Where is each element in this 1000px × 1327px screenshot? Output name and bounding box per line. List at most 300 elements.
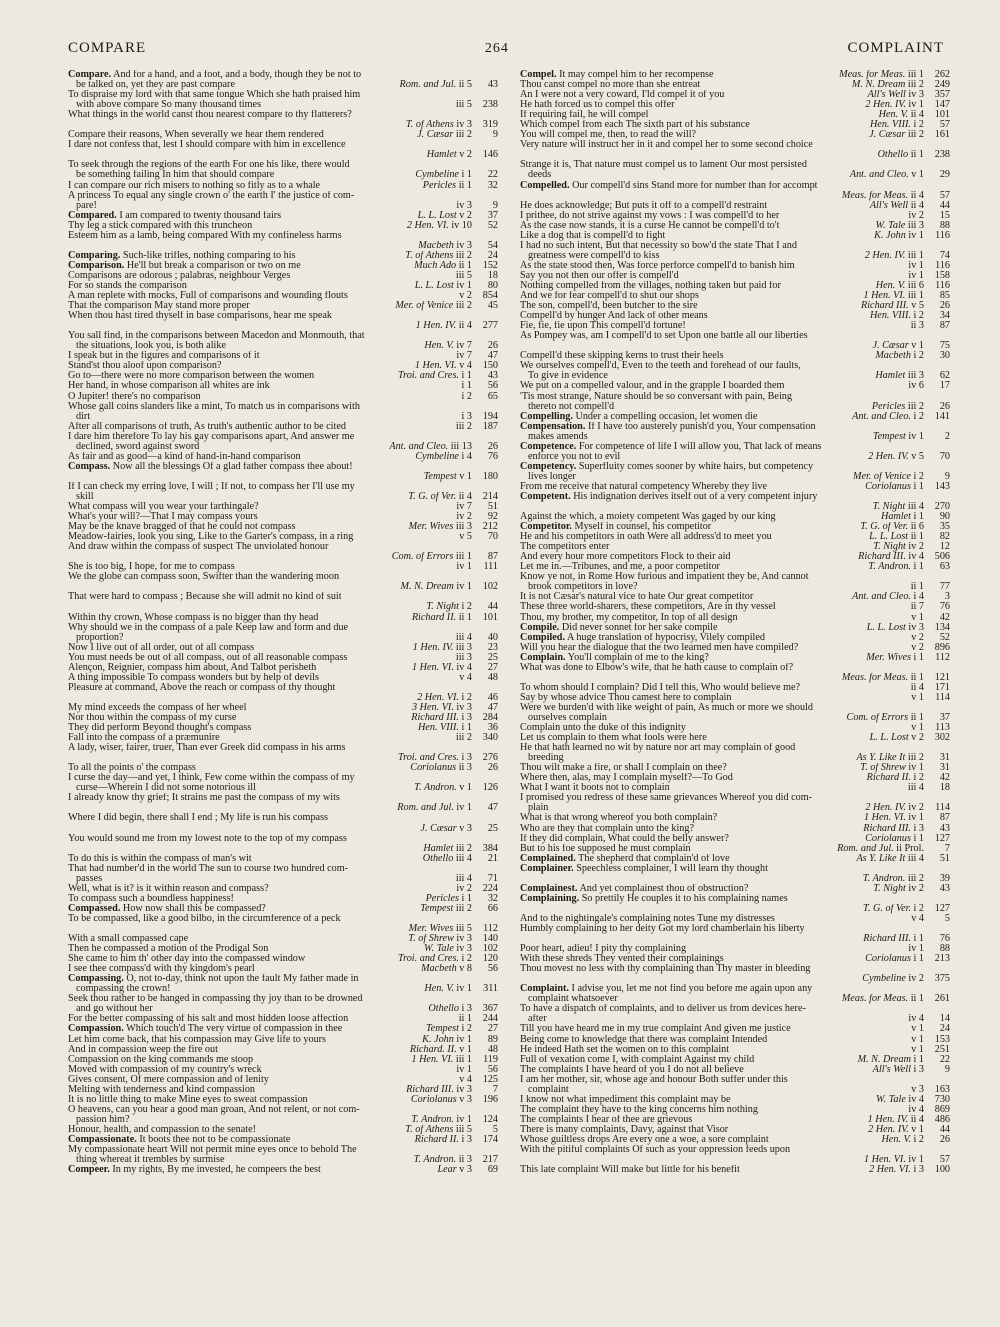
citation [411, 281, 498, 291]
line-number: 57 [939, 120, 950, 131]
act-scene: iii 2 [455, 733, 472, 744]
play-reference: 2 Hen. IV. [865, 803, 906, 814]
citation [422, 602, 498, 612]
quotation: Seek thou rather to be hanged in compassing thy joy than to be drowned [68, 994, 363, 1005]
quotation: Which touch'd The very virtue of compassion in thee [126, 1024, 343, 1035]
play-reference: T. Andron. [862, 873, 906, 884]
entry-line [520, 613, 950, 623]
line-number: 26 [487, 441, 498, 452]
citation [907, 321, 950, 331]
quotation: For so stands the comparison [68, 280, 187, 291]
citation [407, 713, 498, 723]
citation [405, 924, 498, 934]
line-number: 7 [944, 843, 950, 854]
act-scene: iii 2 [907, 401, 924, 412]
quotation: We ourselves compell'd, Even to the teeth and forehead of our faults, [520, 361, 801, 372]
entry-line [520, 271, 950, 281]
line-number: 224 [482, 883, 498, 894]
entry-line [520, 643, 950, 653]
entry-line [68, 1145, 498, 1155]
quotation: makes amends [528, 431, 588, 442]
citation [848, 412, 950, 422]
quotation: O heavens, can you hear a good man groan, And not relent, or not com- [68, 1104, 360, 1115]
play-reference: T. Night [872, 502, 906, 513]
play-reference: K. John [874, 230, 906, 241]
citation [857, 301, 950, 311]
act-scene: ii 1 [910, 994, 924, 1005]
play-reference: L. L. Lost [866, 622, 906, 633]
entry-line [520, 884, 950, 894]
quotation: What things in the world canst thou nearest compare to thy flatterers? [68, 110, 352, 121]
quotation: declined, sword against sword [76, 441, 200, 452]
quotation: deeds [528, 170, 552, 181]
citation [904, 271, 950, 281]
entry-line [520, 914, 950, 924]
headword: Compeer. [68, 1165, 110, 1176]
entry-line [68, 623, 498, 633]
columns [68, 70, 950, 1320]
left-column [68, 70, 498, 1320]
entry-line [68, 663, 498, 673]
play-reference: Meas. for Meas. [841, 994, 909, 1005]
entry-line [520, 562, 950, 572]
line-number: 127 [934, 903, 950, 914]
act-scene: iv 1 [456, 562, 472, 573]
entry-line [68, 191, 498, 201]
quotation: and go without her [76, 1004, 153, 1015]
play-reference: Lear [437, 1165, 457, 1176]
line-number: 42 [939, 612, 950, 623]
act-scene: iii 4 [907, 502, 924, 513]
citation [418, 1035, 498, 1045]
line-number: 56 [487, 964, 498, 975]
line-number: 48 [487, 1044, 498, 1055]
entry-line [68, 1135, 498, 1145]
quotation: Will you hear the dialogue that the two learned men have compiled? [520, 642, 799, 653]
act-scene: ii 1 [910, 672, 924, 683]
entry-line [68, 482, 498, 492]
line-number: 9 [492, 200, 498, 211]
play-reference: T. G. of Ver. [863, 903, 911, 914]
citation [838, 994, 950, 1004]
act-scene: i 2 [913, 1134, 924, 1145]
quotation: A princess To equal any single crown o' the earth I' the justice of com- [68, 190, 355, 201]
quotation: Nor thou within the compass of my curse [68, 713, 237, 723]
play-reference: Hen. V. [424, 984, 454, 995]
play-reference: Mer. Wives [866, 652, 911, 663]
quotation: To give in evidence [528, 371, 608, 382]
act-scene: v 1 [911, 692, 924, 703]
quotation: To compass such a boundless happiness! [68, 893, 234, 904]
line-number: 43 [487, 80, 498, 91]
entry-line [68, 542, 498, 552]
entry-line [68, 1115, 498, 1125]
quotation: I am her mother, sir, whose age and honour Both suffer under this [520, 1074, 788, 1085]
line-number: 143 [934, 481, 950, 492]
entry-line [520, 1075, 950, 1085]
citation [859, 904, 950, 914]
quotation: It may compel him to her recompense [559, 70, 714, 80]
quotation: Know ye not, in Rome How furious and impatient they be, And cannot [520, 572, 809, 583]
line-number: 74 [939, 250, 950, 261]
play-reference: T. Andron. [868, 562, 911, 573]
quotation: I prithee, do not strive against my vows : I was compell'd to her [520, 210, 780, 221]
citation [452, 874, 498, 884]
entry-line [68, 532, 498, 542]
line-number: 244 [482, 1014, 498, 1025]
quotation: Thy leg a stick compared with this truncheon [68, 220, 253, 231]
entry-line [520, 854, 950, 864]
entry-line [68, 341, 498, 351]
citation [860, 1155, 950, 1165]
quotation: I dare not confess that, lest I should compare with him in excellence [68, 140, 346, 151]
entry-line [68, 331, 498, 341]
citation [852, 854, 950, 864]
line-number: 147 [934, 100, 950, 111]
citation [904, 1014, 950, 1024]
act-scene: iii 2 [455, 130, 472, 141]
citation [458, 392, 498, 402]
line-number: 126 [482, 783, 498, 794]
entry-line [68, 613, 498, 623]
citation [405, 522, 498, 532]
quotation: To have a dispatch of complaints, and to deliver us from devices here- [520, 1004, 806, 1015]
entry-line [68, 783, 498, 793]
citation [907, 582, 950, 592]
play-reference: Richard II. [411, 612, 457, 623]
citation [452, 562, 498, 572]
line-number: 319 [482, 120, 498, 131]
line-number: 384 [482, 843, 498, 854]
line-number: 102 [482, 944, 498, 955]
quotation: What compass will you wear your farthingale? [68, 502, 259, 513]
citation [869, 1065, 950, 1075]
line-number: 251 [934, 1044, 950, 1055]
entry-line [68, 844, 498, 854]
headword: Compile. [520, 622, 560, 633]
play-reference: Othello [422, 853, 454, 864]
line-number: 57 [939, 1155, 950, 1166]
line-number: 65 [487, 391, 498, 402]
quotation: A thing impossible To compass wonders but by help of devils [68, 672, 319, 683]
quotation: Compell'd by hunger And lack of other means [520, 311, 708, 322]
act-scene: v 1 [459, 1044, 472, 1055]
citation [452, 201, 498, 211]
play-reference: Rom. and Jul. [837, 843, 894, 854]
quotation: From me receive that natural competency Whereby they live [520, 481, 768, 492]
line-number: 152 [482, 260, 498, 271]
quotation: And we for fear compell'd to shut our shops [520, 291, 699, 302]
act-scene: i 1 [913, 934, 924, 945]
entry-line [520, 834, 950, 844]
act-scene: iii 13 [450, 441, 472, 452]
play-reference: Cymbeline [415, 451, 459, 462]
entry-line [68, 80, 498, 90]
line-number: 70 [487, 532, 498, 543]
act-scene: iii 2 [455, 301, 472, 312]
citation [458, 381, 498, 391]
quotation: Superfluity comes sooner by white hairs, but competency [578, 461, 814, 472]
citation [402, 120, 498, 130]
citation [843, 713, 950, 723]
act-scene: iv 3 [908, 622, 924, 633]
entry-line [68, 1065, 498, 1075]
quotation: Well, what is it? is it within reason and compass? [68, 883, 269, 894]
act-scene: i 1 [913, 481, 924, 492]
headword: Competency. [520, 461, 577, 472]
entry-line [68, 693, 498, 703]
act-scene: iv 2 [908, 210, 924, 221]
entry-line [520, 633, 950, 643]
entry-line [520, 381, 950, 391]
quotation: To seek through the regions of the earth For one his like, there would [68, 160, 350, 171]
quotation: I dare him therefore To lay his gay comparisons apart, And answer me [68, 431, 355, 442]
play-reference: L. L. Lost [417, 210, 457, 221]
entry-line [68, 733, 498, 743]
quotation: Let him come back, that his compassion may Give life to yours [68, 1034, 327, 1045]
line-number: 52 [487, 220, 498, 231]
line-number: 101 [482, 612, 498, 623]
quotation: And every hour more competitors Flock to their aid [520, 552, 731, 563]
act-scene: iv 3 [456, 120, 472, 131]
play-reference: As Y. Like It [856, 853, 906, 864]
act-scene: iii 3 [907, 220, 924, 231]
entry-line [520, 673, 950, 683]
line-number: 26 [487, 341, 498, 352]
act-scene: ii 4 [910, 190, 924, 201]
citation [861, 251, 950, 261]
line-number: 66 [487, 903, 498, 914]
citation [401, 1125, 498, 1135]
citation [869, 542, 950, 552]
entry-line [520, 582, 950, 592]
play-reference: Othello [877, 150, 909, 161]
play-reference: Macbeth [421, 964, 457, 975]
act-scene: v 5 [911, 451, 924, 462]
act-scene: iii 5 [455, 1124, 472, 1135]
quotation: I advise you, let me not find you before me again upon any [571, 984, 813, 995]
citation [864, 562, 950, 572]
act-scene: v 1 [459, 471, 472, 482]
act-scene: ii 1 [458, 180, 472, 191]
citation [907, 1045, 950, 1055]
citation [861, 834, 950, 844]
citation [863, 773, 950, 783]
line-number: 70 [939, 451, 950, 462]
line-number: 76 [939, 934, 950, 945]
quotation: For the better compassing of his salt and most hidden loose affection [68, 1014, 349, 1025]
act-scene: ii 3 [910, 321, 924, 332]
entry-line [68, 261, 498, 271]
entry-line [68, 713, 498, 723]
line-number: 80 [487, 280, 498, 291]
quotation: The complaint they have to the king concerns him nothing [520, 1104, 758, 1115]
entry-line [520, 1095, 950, 1105]
line-number: 25 [487, 652, 498, 663]
citation [401, 251, 498, 261]
entry-line [68, 643, 498, 653]
act-scene: v 1 [911, 341, 924, 352]
quotation: brook competitors in love? [528, 582, 638, 593]
quotation: Pleasure at command, Above the reach or compass of thy thought [68, 682, 336, 693]
quotation: To all the points o' the compass [68, 763, 196, 774]
entry-line [68, 452, 498, 462]
play-reference: 2 Hen. VI. [869, 1165, 911, 1176]
quotation: Very nature will instruct her in it and compel her to some second choice [520, 140, 813, 151]
headword: Compared. [68, 210, 117, 221]
line-number: 57 [939, 190, 950, 201]
entry-line [68, 371, 498, 381]
quotation: Our compell'd sins Stand more for number than for accompt [572, 180, 818, 191]
entry-line [520, 1014, 950, 1024]
act-scene: iv 1 [908, 763, 924, 774]
quotation: Being come to knowledge that there was complaint Intended [520, 1034, 768, 1045]
citation [846, 170, 950, 180]
quotation: with above compare So many thousand times [76, 100, 262, 111]
act-scene: ii 1 [910, 150, 924, 161]
quotation: You would sound me from my lowest note to the top of my compass [68, 833, 347, 844]
entry-line [520, 301, 950, 311]
quotation: Stand'st thou aloof upon comparison? [68, 361, 222, 372]
entry-line [68, 703, 498, 713]
line-number: 114 [935, 803, 950, 814]
entry-line [520, 552, 950, 562]
act-scene: ii 1 [458, 612, 472, 623]
right-column [520, 70, 950, 1320]
citation [414, 241, 498, 251]
headword: Compare. [68, 70, 112, 80]
act-scene: iv 1 [456, 280, 472, 291]
entry-line [68, 181, 498, 191]
quotation: breeding [528, 753, 564, 764]
entry-line [520, 150, 950, 160]
quotation: Thou, my brother, my competitor, In top of all design [520, 612, 738, 623]
quotation: Humbly complaining to her deity Got my lord chamberlain his liberty [520, 923, 805, 934]
entry-line [520, 492, 950, 502]
citation [410, 261, 498, 271]
citation [416, 904, 498, 914]
quotation: Say by whose advice Thou camest here to complain [520, 692, 732, 703]
line-number: 87 [939, 321, 950, 332]
play-reference: Troi. and Cres. [398, 371, 459, 382]
headword: Compassionate. [68, 1134, 137, 1145]
entry-line [520, 160, 950, 170]
quotation: And for a hand, and a foot, and a body, though they be not to [113, 70, 362, 80]
act-scene: i 3 [461, 753, 472, 764]
citation [861, 482, 950, 492]
citation [452, 633, 498, 643]
entry-line [68, 311, 498, 321]
act-scene: iv 7 [456, 341, 472, 352]
citation [869, 432, 950, 442]
play-reference: Hamlet [423, 843, 454, 854]
line-number: 112 [483, 923, 498, 934]
citation [404, 492, 498, 502]
citation [907, 914, 950, 924]
entry-line [520, 1024, 950, 1034]
line-number: 62 [939, 371, 950, 382]
act-scene: ii 4 [458, 491, 472, 502]
entry-line [520, 954, 950, 964]
entry-line [68, 170, 498, 180]
citation [871, 371, 950, 381]
quotation: Complain unto the duke of this indignity [520, 723, 686, 734]
entry-line [68, 984, 498, 994]
quotation: Alençon, Reignier, compass him about, And Talbot perisheth [68, 662, 317, 673]
citation [871, 221, 950, 231]
citation [835, 70, 950, 80]
quotation: Speechless complainer, I will learn thy thought [576, 863, 768, 874]
act-scene: ii 4 [910, 682, 924, 693]
entry-line [68, 974, 498, 984]
quotation: And yet complainest thou of obstruction? [579, 883, 749, 894]
quotation: As the case now stands, it is a curse He cannot be compell'd to't [520, 220, 780, 231]
play-reference: T. of Athens [405, 250, 454, 261]
line-number: 24 [939, 1024, 950, 1035]
line-number: 277 [482, 321, 498, 332]
citation [458, 412, 498, 422]
citation [877, 512, 950, 522]
citation [420, 341, 498, 351]
headword: Compiled. [520, 632, 565, 643]
entry-line [520, 1135, 950, 1145]
entry-line [520, 864, 950, 874]
quotation: May be the knave bragged of that he could not compass [68, 522, 296, 533]
entry-line [520, 703, 950, 713]
quotation: complaint [528, 1084, 569, 1095]
quotation: That had number'd in the world The sun to course two hundred com- [68, 863, 349, 874]
play-reference: 1 Hen. VI. [411, 1054, 454, 1065]
play-reference: Richard III. [863, 934, 911, 945]
play-reference: T. Andron. [411, 1114, 454, 1125]
citation [865, 1165, 950, 1175]
entry-line [520, 763, 950, 773]
citation [420, 984, 498, 994]
quotation: Honour, health, and compassion to the senate! [68, 1124, 257, 1135]
entry-line [520, 100, 950, 110]
citation [872, 281, 950, 291]
citation [411, 361, 498, 371]
entry-line [68, 522, 498, 532]
line-number: 85 [939, 291, 950, 302]
act-scene: i 3 [913, 823, 924, 834]
entry-line [68, 221, 498, 231]
act-scene: iv 4 [908, 1014, 924, 1025]
headword: Compassed. [68, 903, 121, 914]
line-number: 163 [934, 1084, 950, 1095]
entry-line [520, 80, 950, 90]
line-number: 158 [934, 270, 950, 281]
play-reference: Mer. Wives [408, 522, 454, 533]
play-reference: Hen. V. [424, 341, 454, 352]
play-reference: T. Andron. [414, 783, 457, 794]
act-scene: i 3 [913, 1064, 924, 1075]
act-scene: ii 3 [458, 1155, 472, 1166]
line-number: 87 [487, 552, 498, 563]
line-number: 367 [482, 1004, 498, 1015]
headword: Compelling. [520, 411, 573, 422]
play-reference: Tempest [425, 1024, 459, 1035]
act-scene: ii 6 [910, 522, 924, 533]
line-number: 27 [487, 1024, 498, 1035]
quotation: Let us complain to them what fools were here [520, 733, 707, 744]
citation [452, 653, 498, 663]
quotation: And to the nightingale's complaining notes Tune my distresses [520, 913, 775, 924]
act-scene: i 2 [913, 471, 924, 482]
quotation: And in compassion weep the fire out [68, 1044, 218, 1055]
entry-line [520, 1115, 950, 1125]
line-number: 54 [487, 240, 498, 251]
